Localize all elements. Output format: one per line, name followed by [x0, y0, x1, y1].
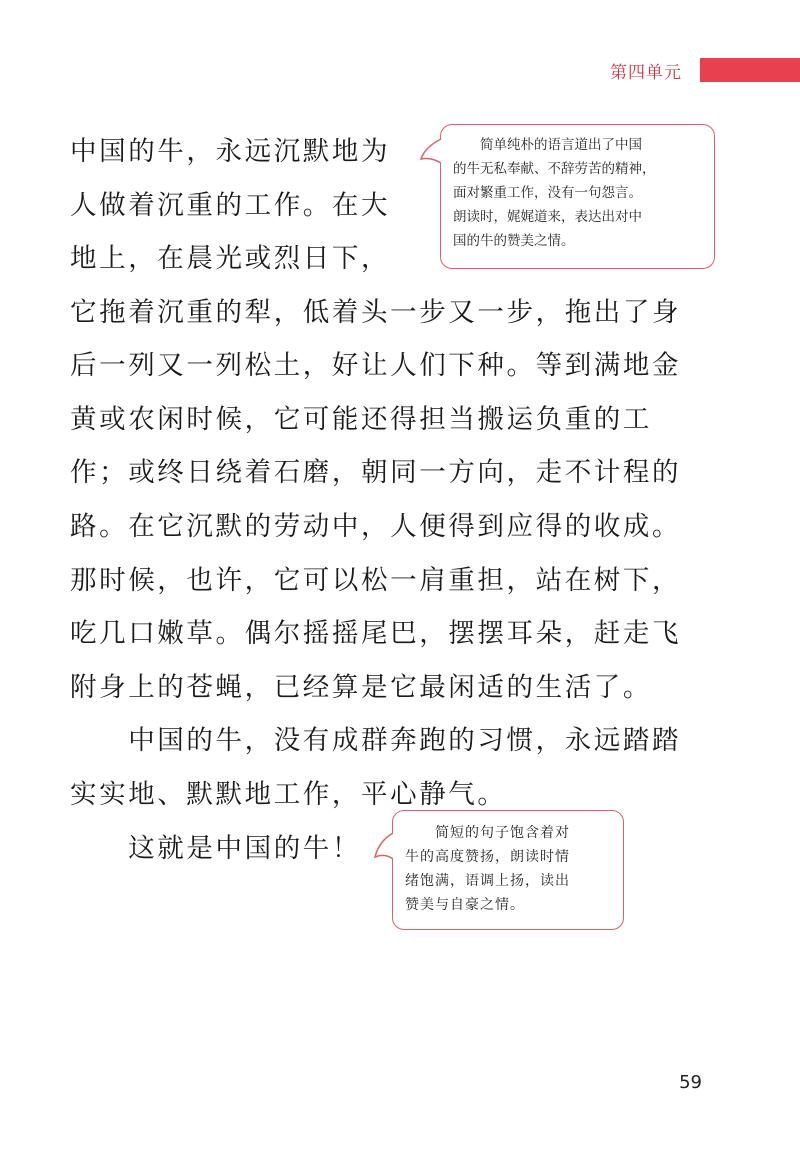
page-number: 59 — [679, 1072, 702, 1093]
body-line: 路。在它沉默的劳动中，人便得到应得的收成。 — [70, 511, 682, 542]
body-line: 吃几口嫩草。偶尔摇摇尾巴，摆摆耳朵，赶走飞 — [70, 618, 682, 649]
speech-tail-icon — [419, 137, 441, 177]
note-line: 的牛无私奉献、不辞劳苦的精神， — [453, 161, 656, 177]
body-line: 实实地、默默地工作，平心静气。 — [70, 779, 507, 810]
body-line: 它拖着沉重的犁，低着头一步又一步，拖出了身 — [70, 297, 682, 328]
unit-color-bar — [700, 58, 800, 82]
note-line: 面对繁重工作，没有一句怨言。 — [453, 185, 642, 201]
note-line: 朗读时，娓娓道来，表达出对中 — [453, 209, 642, 225]
body-line: 中国的牛，永远沉默地为 — [70, 136, 391, 167]
annotation-note — [392, 810, 624, 930]
body-line: 黄或农闲时候，它可能还得担当搬运负重的工 — [70, 404, 652, 435]
note-line: 国的牛的赞美之情。 — [453, 233, 575, 249]
note-line: 牛的高度赞扬，朗读时情 — [405, 849, 570, 865]
note-line: 赞美与自豪之情。 — [405, 897, 525, 913]
body-line: 附身上的苍蝇，已经算是它最闲适的生活了。 — [70, 672, 652, 703]
body-line: 这就是中国的牛！ — [70, 833, 361, 864]
body-line: 中国的牛，没有成群奔跑的习惯，永远踏踏 — [70, 725, 682, 756]
body-line: 作；或终日绕着石磨，朝同一方向，走不计程的 — [70, 457, 682, 488]
body-line: 地上，在晨光或烈日下， — [70, 243, 391, 274]
note-line: 简单纯朴的语言道出了中国 — [453, 137, 642, 153]
speech-tail-icon — [371, 829, 393, 869]
body-line: 后一列又一列松土，好让人们下种。等到满地金 — [70, 350, 682, 381]
unit-header — [610, 58, 800, 82]
unit-title: 第四单元 — [610, 62, 682, 83]
annotation-note — [440, 124, 715, 269]
note-line: 绪饱满，语调上扬，读出 — [405, 873, 570, 889]
note-line: 简短的句子饱含着对 — [405, 825, 570, 841]
body-line: 人做着沉重的工作。在大 — [70, 190, 391, 221]
body-line: 那时候，也许，它可以松一肩重担，站在树下， — [70, 565, 682, 596]
